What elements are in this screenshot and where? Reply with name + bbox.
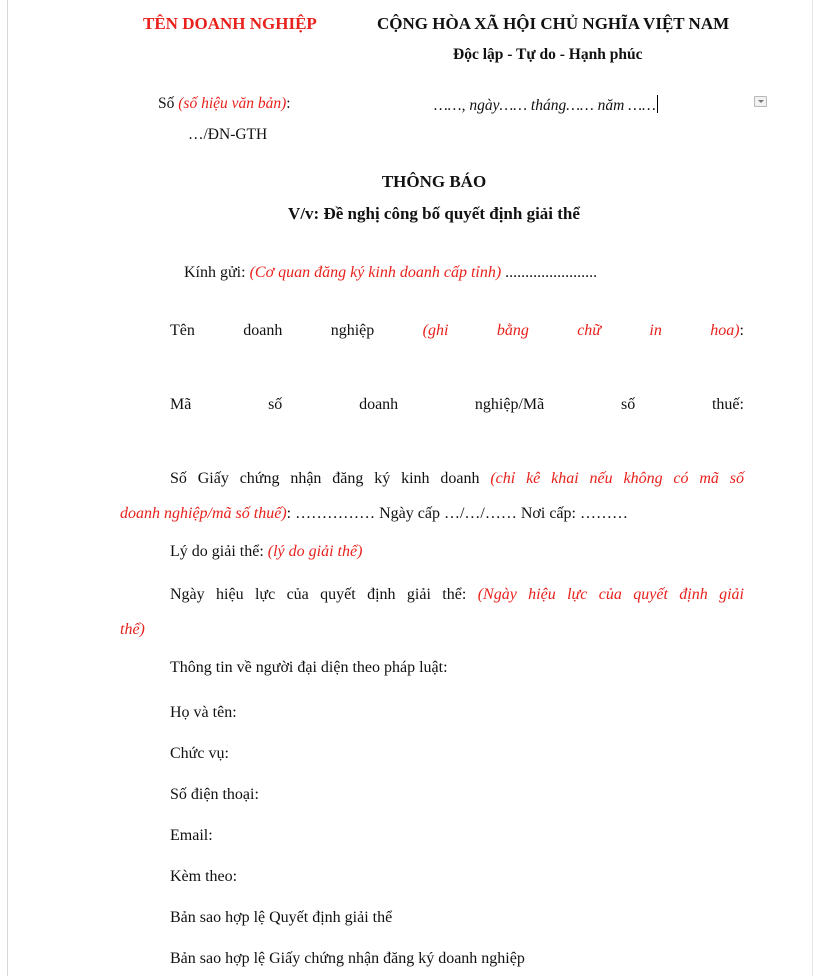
document-number-hint: (số hiệu văn bản) — [178, 95, 287, 112]
effective-hint-cont: thể) — [120, 621, 145, 638]
word: doanh — [243, 322, 283, 339]
attachment-item: Bản sao hợp lệ Quyết định giải thể — [170, 909, 393, 926]
recipient-dots: ....................... — [505, 264, 598, 281]
reason-hint: (lý do giải thể) — [267, 543, 363, 560]
certificate-hint-cont: doanh nghiệp/mã số thuế) — [120, 505, 287, 522]
recipient-label: Kính gửi: — [184, 264, 246, 281]
word: doanh — [359, 396, 399, 413]
attachment-item: Bản sao hợp lệ Giấy chứng nhận đăng ký doanh nghiệp — [170, 950, 525, 967]
recipient-hint: (Cơ quan đăng ký kinh doanh cấp tỉnh) — [249, 264, 502, 281]
hint-word: bằng — [496, 322, 529, 339]
hint-word: chữ — [577, 322, 602, 339]
document-number-line — [158, 95, 291, 113]
effective-date-line-1 — [170, 586, 744, 604]
hint-word-last — [710, 322, 744, 340]
company-name-field — [170, 322, 744, 340]
page-right-edge — [812, 0, 813, 976]
email-label: Email: — [170, 827, 213, 844]
tax-code-field — [170, 396, 744, 414]
document-number-colon: : — [286, 95, 291, 112]
effective-hint: (Ngày hiệu lực của quyết định giải — [477, 586, 744, 603]
document-title: THÔNG BÁO — [381, 172, 487, 191]
representative-heading: Thông tin về người đại diện theo pháp luật: — [170, 659, 448, 676]
document-subject: V/v: Đề nghị công bố quyết định giải thể — [288, 204, 580, 223]
position-label: Chức vụ: — [170, 745, 229, 762]
page-left-edge — [7, 0, 8, 976]
document-number-value: …/ĐN-GTH — [188, 126, 268, 143]
recipient-line — [184, 264, 597, 282]
date-text: ……, ngày…… tháng…… năm …… — [434, 97, 656, 114]
hint-word: in — [649, 322, 662, 339]
hint-word: hoa) — [710, 322, 740, 339]
reason-label: Lý do giải thể: — [170, 543, 264, 560]
phone-label: Số điện thoại: — [170, 786, 259, 803]
word: Tên — [170, 322, 195, 339]
field-colon: : — [739, 322, 744, 339]
certificate-hint: (chỉ kê khai nếu không có mã số — [490, 470, 745, 487]
nation-motto: Độc lập - Tự do - Hạnh phúc — [453, 46, 643, 63]
certificate-label: Số Giấy chứng nhận đăng ký kinh doanh — [170, 470, 480, 487]
word: Mã — [170, 396, 192, 413]
attachments-label: Kèm theo: — [170, 868, 238, 885]
word: nghiệp/Mã — [474, 396, 545, 413]
dissolution-reason — [170, 543, 362, 561]
dropdown-arrow-icon[interactable] — [754, 96, 767, 107]
certificate-line-2 — [120, 505, 628, 523]
date-field[interactable] — [434, 95, 658, 115]
nation-title: CỘNG HÒA XÃ HỘI CHỦ NGHĨA VIỆT NAM — [377, 14, 730, 33]
effective-label: Ngày hiệu lực của quyết định giải thể: — [170, 586, 467, 603]
company-name: TÊN DOANH NGHIỆP — [143, 14, 317, 33]
word: số — [621, 396, 636, 413]
certificate-tail: : …………… Ngày cấp …/…/…… Nơi cấp: ……… — [286, 505, 628, 522]
full-name-label: Họ và tên: — [170, 704, 237, 721]
word: số — [268, 396, 283, 413]
hint-word: (ghi — [422, 322, 449, 339]
text-cursor — [657, 95, 658, 113]
word: nghiệp — [330, 322, 375, 339]
word: thuế: — [711, 396, 744, 413]
certificate-line-1 — [170, 470, 744, 488]
document-number-label: Số — [158, 95, 175, 112]
